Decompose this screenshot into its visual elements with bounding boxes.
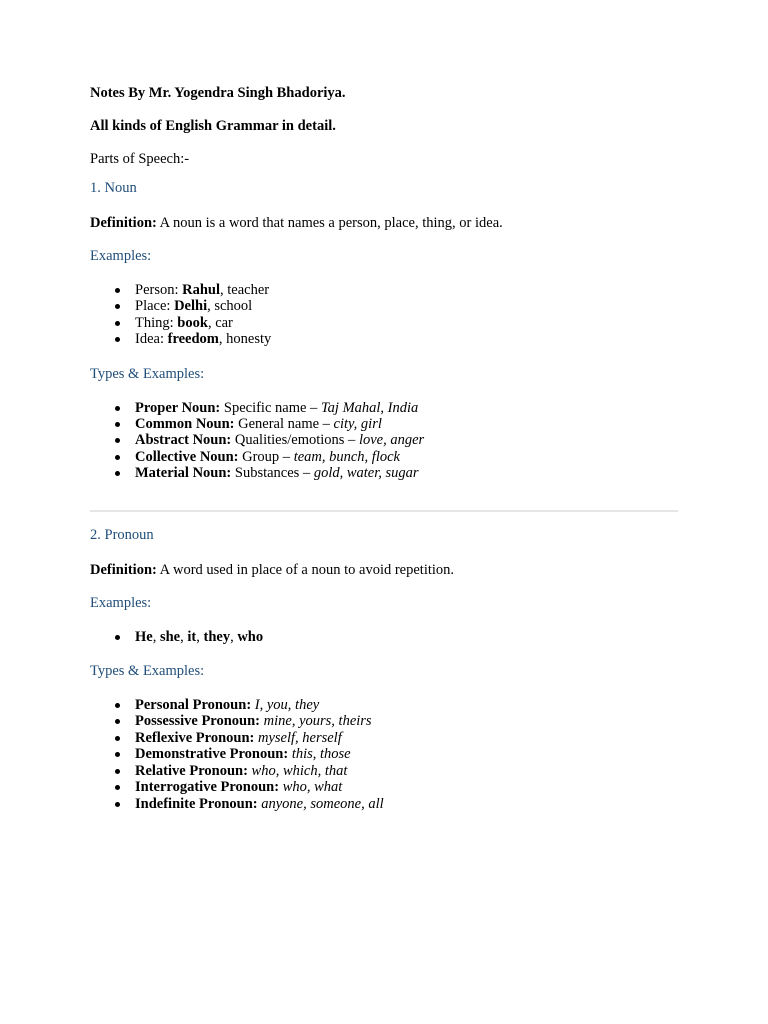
type-name: Indefinite Pronoun: — [135, 795, 258, 812]
list-item — [135, 713, 678, 729]
type-name: Abstract Noun: — [135, 432, 232, 449]
type-examples: Taj Mahal, India — [320, 399, 419, 416]
pronoun-examples-label: Examples: — [90, 594, 152, 611]
type-description: Substances – — [231, 465, 314, 482]
pronoun-types-list — [90, 697, 678, 812]
pronoun-definition-label: Definition: — [90, 561, 157, 578]
list-item — [135, 629, 678, 645]
example-word: who — [237, 628, 264, 645]
list-item — [135, 432, 678, 448]
example-suffix: , honesty — [218, 331, 272, 348]
list-item — [135, 315, 678, 331]
pronoun-examples-list — [90, 629, 678, 645]
list-item — [135, 730, 678, 746]
pronoun-heading: 2. Pronoun — [90, 526, 154, 543]
type-examples: this, those — [291, 746, 351, 763]
example-bold: freedom — [167, 331, 219, 348]
example-separator: , — [230, 628, 238, 645]
example-suffix: , car — [207, 314, 233, 331]
type-examples: anyone, someone, all — [261, 795, 384, 812]
noun-examples-label: Examples: — [90, 248, 152, 264]
example-bold: book — [177, 314, 208, 331]
type-examples: who, what — [282, 779, 343, 796]
type-name: Proper Noun: — [135, 399, 221, 416]
type-description: General name – — [234, 416, 334, 433]
example-word: He — [135, 628, 153, 645]
example-prefix: Place: — [135, 298, 175, 315]
type-name: Reflexive Pronoun: — [135, 729, 255, 746]
type-name: Interrogative Pronoun: — [135, 779, 280, 796]
example-word: it — [187, 628, 197, 645]
list-item — [135, 298, 678, 314]
list-item — [135, 416, 678, 432]
list-item — [135, 449, 678, 465]
type-name: Common Noun: — [135, 416, 235, 433]
type-description: Specific name – — [220, 399, 321, 416]
list-item — [135, 779, 678, 795]
noun-definition — [90, 214, 678, 232]
example-suffix: , school — [207, 298, 253, 315]
section-intro: Parts of Speech:- — [90, 151, 190, 167]
type-name: Demonstrative Pronoun: — [135, 746, 289, 763]
example-word: they — [203, 628, 231, 645]
document-page — [90, 84, 678, 812]
type-examples: gold, water, sugar — [313, 465, 419, 482]
type-examples: who, which, that — [251, 762, 348, 779]
list-item — [135, 400, 678, 416]
type-examples: mine, yours, theirs — [263, 713, 372, 730]
noun-types-list — [90, 400, 678, 482]
author-line: Notes By Mr. Yogendra Singh Bhadoriya. — [90, 85, 346, 101]
noun-definition-label: Definition: — [90, 215, 157, 231]
list-item — [135, 763, 678, 779]
noun-heading: 1. Noun — [90, 180, 137, 196]
type-examples: love, anger — [358, 432, 425, 449]
pronoun-types-label: Types & Examples: — [90, 663, 205, 680]
example-prefix: Thing: — [135, 314, 178, 331]
example-bold: Rahul — [182, 282, 221, 298]
type-name: Possessive Pronoun: — [135, 713, 261, 730]
example-bold: Delhi — [174, 298, 208, 315]
list-item — [135, 697, 678, 713]
example-suffix: , teacher — [220, 282, 270, 298]
type-examples: city, girl — [333, 416, 382, 433]
type-name: Material Noun: — [135, 465, 232, 482]
type-description: Qualities/emotions – — [231, 432, 359, 449]
type-name: Personal Pronoun: — [135, 697, 252, 714]
example-separator: , — [196, 628, 204, 645]
type-examples: team, bunch, flock — [293, 448, 400, 465]
type-examples: myself, herself — [257, 729, 342, 746]
example-word: she — [159, 628, 181, 645]
list-item — [135, 465, 678, 481]
type-examples: I, you, they — [254, 697, 320, 714]
noun-types-label: Types & Examples: — [90, 365, 205, 382]
list-item — [135, 331, 678, 347]
type-name: Collective Noun: — [135, 448, 239, 465]
list-item — [135, 282, 678, 298]
list-item — [135, 746, 678, 762]
type-description: Group – — [238, 448, 294, 465]
type-name: Relative Pronoun: — [135, 762, 248, 779]
noun-examples-list — [90, 282, 678, 348]
example-prefix: Idea: — [135, 331, 168, 348]
document-subtitle: All kinds of English Grammar in detail. — [90, 118, 336, 134]
list-item — [135, 796, 678, 812]
pronoun-definition — [90, 561, 678, 579]
pronoun-definition-text: A word used in place of a noun to avoid repetition. — [156, 561, 455, 578]
noun-definition-text: A noun is a word that names a person, place, thing, or idea. — [156, 215, 503, 231]
example-prefix: Person: — [135, 282, 183, 298]
example-separator: , — [152, 628, 160, 645]
example-separator: , — [180, 628, 188, 645]
